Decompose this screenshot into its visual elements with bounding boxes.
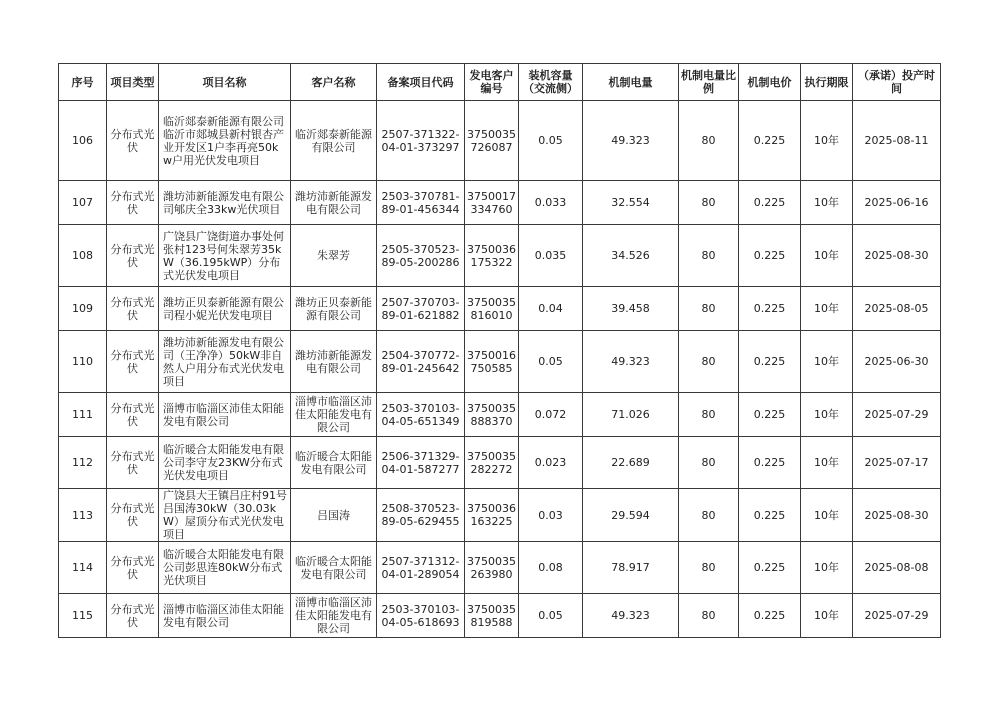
- cell-cust-no: [465, 393, 519, 437]
- cell-volume-text: 49.323: [611, 355, 650, 368]
- cell-cust-no-text: 3750035282272: [467, 449, 516, 476]
- cell-capacity: [519, 331, 583, 393]
- cell-type-text: 分布式光伏: [110, 295, 155, 322]
- cell-term-text: 10年: [814, 134, 839, 147]
- cell-customer: [291, 542, 377, 594]
- cell-volume-text: 71.026: [611, 408, 650, 421]
- cell-ratio: [679, 181, 739, 225]
- cell-cust-no: [465, 225, 519, 287]
- cell-code: [377, 393, 465, 437]
- cell-price-text: 0.225: [753, 196, 786, 209]
- cell-ratio-text: 80: [701, 196, 716, 209]
- cell-type: [107, 101, 159, 181]
- cell-customer: [291, 225, 377, 287]
- cell-cust-no-text: 3750017334760: [467, 189, 516, 216]
- cell-term-text: 10年: [814, 249, 839, 262]
- cell-no-text: 111: [72, 408, 93, 421]
- cell-ratio: [679, 437, 739, 489]
- header-volume: 机制电量: [583, 64, 679, 101]
- cell-price-text: 0.225: [753, 134, 786, 147]
- cell-term: [801, 437, 853, 489]
- cell-date-text: 2025-08-30: [864, 508, 929, 522]
- cell-code-text: 2505-370523-89-05-200286: [381, 242, 460, 269]
- cell-name-text: 潍坊沛新能源发电有限公司郇庆全33kw光伏项目: [163, 189, 284, 216]
- cell-capacity: [519, 181, 583, 225]
- cell-ratio-text: 80: [701, 249, 716, 262]
- cell-term-text: 10年: [814, 408, 839, 421]
- cell-code: [377, 101, 465, 181]
- cell-name: [159, 437, 291, 489]
- cell-price: [739, 542, 801, 594]
- cell-customer-text: 潍坊沛新能源发电有限公司: [295, 348, 372, 375]
- cell-volume: [583, 594, 679, 638]
- table-header-row: [59, 64, 941, 101]
- cell-no-text: 109: [72, 302, 93, 315]
- cell-capacity-text: 0.05: [538, 134, 563, 147]
- cell-customer-text: 临沂暖合太阳能发电有限公司: [295, 554, 372, 581]
- cell-type: [107, 331, 159, 393]
- cell-name: [159, 594, 291, 638]
- cell-date-text: 2025-08-30: [864, 249, 929, 262]
- cell-capacity-text: 0.05: [538, 355, 563, 368]
- cell-ratio: [679, 542, 739, 594]
- cell-volume: [583, 181, 679, 225]
- cell-term-text: 10年: [814, 302, 839, 315]
- cell-customer-text: 潍坊沛新能源发电有限公司: [295, 189, 372, 216]
- cell-ratio: [679, 594, 739, 638]
- cell-volume-text: 49.323: [611, 609, 650, 622]
- cell-name-text: 潍坊正贝泰新能源有限公司程小妮光伏发电项目: [163, 295, 284, 322]
- cell-price: [739, 225, 801, 287]
- header-type: 项目类型: [107, 64, 159, 101]
- cell-ratio-text: 80: [701, 561, 716, 574]
- cell-type-text: 分布式光伏: [110, 401, 155, 428]
- cell-term-text: 10年: [814, 196, 839, 209]
- cell-volume-text: 49.323: [611, 134, 650, 147]
- header-capacity: 装机容量（交流侧）: [519, 64, 583, 101]
- cell-ratio-text: 80: [701, 355, 716, 368]
- cell-date: [853, 489, 941, 542]
- cell-name: [159, 287, 291, 331]
- cell-no: [59, 542, 107, 594]
- cell-cust-no-text: 3750035816010: [467, 295, 516, 322]
- cell-name-text: 临沂暖合太阳能发电有限公司李守友23KW分布式光伏发电项目: [163, 443, 284, 482]
- cell-price: [739, 437, 801, 489]
- header-date: （承诺）投产时间: [853, 64, 941, 101]
- cell-price-text: 0.225: [753, 355, 786, 368]
- cell-customer-text: 潍坊正贝泰新能源有限公司: [295, 295, 372, 322]
- header-cust-no: 发电客户编号: [465, 64, 519, 101]
- cell-price: [739, 594, 801, 638]
- cell-price-text: 0.225: [753, 609, 786, 622]
- cell-name: [159, 225, 291, 287]
- cell-date: [853, 181, 941, 225]
- cell-customer: [291, 101, 377, 181]
- cell-term: [801, 287, 853, 331]
- table-row: [59, 331, 941, 393]
- cell-type-text: 分布式光伏: [110, 127, 155, 154]
- header-price: 机制电价: [739, 64, 801, 101]
- cell-ratio: [679, 393, 739, 437]
- cell-type: [107, 542, 159, 594]
- cell-term-text: 10年: [814, 456, 839, 469]
- cell-no-text: 107: [72, 196, 93, 209]
- cell-type: [107, 181, 159, 225]
- cell-type: [107, 393, 159, 437]
- project-table: [58, 63, 941, 638]
- cell-ratio-text: 80: [701, 508, 716, 522]
- cell-code: [377, 542, 465, 594]
- cell-date: [853, 393, 941, 437]
- cell-code-text: 2504-370772-89-01-245642: [381, 348, 460, 375]
- cell-name-text: 广饶县广饶街道办事处何张村123号何朱翠芳35kW（36.195kWP）分布式光伏发电项目: [163, 229, 284, 282]
- cell-date: [853, 225, 941, 287]
- cell-date: [853, 331, 941, 393]
- cell-date: [853, 542, 941, 594]
- cell-price: [739, 331, 801, 393]
- cell-price: [739, 181, 801, 225]
- cell-capacity: [519, 437, 583, 489]
- cell-volume-text: 32.554: [611, 196, 650, 209]
- cell-name-text: 淄博市临淄区沛佳太阳能发电有限公司: [163, 401, 284, 428]
- cell-name: [159, 101, 291, 181]
- cell-type: [107, 287, 159, 331]
- cell-code-text: 2506-371329-04-01-587277: [381, 449, 460, 476]
- cell-code-text: 2507-371312-04-01-289054: [381, 554, 460, 581]
- cell-capacity-text: 0.035: [534, 249, 567, 262]
- cell-ratio-text: 80: [701, 609, 716, 622]
- cell-date-text: 2025-08-05: [864, 302, 929, 315]
- cell-term: [801, 542, 853, 594]
- cell-volume: [583, 489, 679, 542]
- cell-code: [377, 489, 465, 542]
- cell-price-text: 0.225: [753, 561, 786, 574]
- cell-volume-text: 78.917: [611, 561, 650, 574]
- cell-capacity-text: 0.023: [534, 456, 567, 469]
- cell-cust-no: [465, 594, 519, 638]
- cell-price: [739, 489, 801, 542]
- cell-type: [107, 594, 159, 638]
- cell-customer-text: 朱翠芳: [317, 249, 350, 262]
- cell-cust-no: [465, 287, 519, 331]
- cell-cust-no-text: 3750035263980: [467, 554, 516, 581]
- cell-term-text: 10年: [814, 561, 839, 574]
- cell-cust-no-text: 3750016750585: [467, 348, 516, 375]
- cell-date: [853, 101, 941, 181]
- header-term: 执行期限: [801, 64, 853, 101]
- cell-type-text: 分布式光伏: [110, 242, 155, 269]
- cell-cust-no: [465, 331, 519, 393]
- table-row: [59, 542, 941, 594]
- cell-no: [59, 437, 107, 489]
- table-row: [59, 489, 941, 542]
- cell-no: [59, 181, 107, 225]
- cell-capacity: [519, 393, 583, 437]
- header-no: 序号: [59, 64, 107, 101]
- cell-cust-no: [465, 181, 519, 225]
- cell-capacity-text: 0.033: [534, 196, 567, 209]
- cell-capacity: [519, 101, 583, 181]
- cell-customer-text: 吕国涛: [317, 508, 350, 522]
- cell-name: [159, 393, 291, 437]
- cell-term: [801, 331, 853, 393]
- cell-capacity-text: 0.08: [538, 561, 563, 574]
- cell-code-text: 2508-370523-89-05-629455: [381, 502, 460, 528]
- cell-name: [159, 331, 291, 393]
- cell-price-text: 0.225: [753, 302, 786, 315]
- cell-ratio-text: 80: [701, 408, 716, 421]
- cell-code: [377, 181, 465, 225]
- cell-ratio: [679, 287, 739, 331]
- cell-term: [801, 594, 853, 638]
- cell-type-text: 分布式光伏: [110, 189, 155, 216]
- cell-cust-no-text: 3750035888370: [467, 401, 516, 428]
- cell-no-text: 110: [72, 355, 93, 368]
- cell-ratio-text: 80: [701, 302, 716, 315]
- cell-customer-text: 临沂郯泰新能源有限公司: [295, 127, 372, 154]
- cell-type-text: 分布式光伏: [110, 602, 155, 629]
- table-row: [59, 393, 941, 437]
- cell-term: [801, 225, 853, 287]
- cell-price-text: 0.225: [753, 508, 786, 522]
- cell-term: [801, 393, 853, 437]
- cell-no-text: 108: [72, 249, 93, 262]
- cell-type: [107, 489, 159, 542]
- cell-capacity: [519, 594, 583, 638]
- cell-capacity: [519, 542, 583, 594]
- cell-volume: [583, 437, 679, 489]
- table-row: [59, 225, 941, 287]
- cell-ratio: [679, 331, 739, 393]
- header-ratio: 机制电量比例: [679, 64, 739, 101]
- cell-no: [59, 489, 107, 542]
- cell-capacity-text: 0.03: [538, 508, 563, 522]
- cell-term: [801, 489, 853, 542]
- cell-type-text: 分布式光伏: [110, 502, 155, 528]
- cell-no: [59, 287, 107, 331]
- cell-volume-text: 34.526: [611, 249, 650, 262]
- cell-name: [159, 489, 291, 542]
- header-code: 备案项目代码: [377, 64, 465, 101]
- cell-term-text: 10年: [814, 508, 839, 522]
- table-row: [59, 181, 941, 225]
- cell-no: [59, 594, 107, 638]
- cell-code: [377, 287, 465, 331]
- cell-no: [59, 331, 107, 393]
- cell-type: [107, 225, 159, 287]
- cell-code-text: 2503-370103-04-05-651349: [381, 401, 460, 428]
- cell-ratio: [679, 489, 739, 542]
- cell-ratio-text: 80: [701, 134, 716, 147]
- cell-customer: [291, 437, 377, 489]
- cell-cust-no: [465, 437, 519, 489]
- cell-volume-text: 39.458: [611, 302, 650, 315]
- cell-price: [739, 287, 801, 331]
- cell-date-text: 2025-08-11: [864, 134, 929, 147]
- cell-capacity-text: 0.072: [534, 408, 567, 421]
- cell-date-text: 2025-06-16: [864, 196, 929, 209]
- cell-name-text: 潍坊沛新能源发电有限公司（王净净）50kW非自然人户用分布式光伏发电项目: [163, 335, 284, 388]
- cell-ratio: [679, 225, 739, 287]
- cell-ratio-text: 80: [701, 456, 716, 469]
- cell-code-text: 2503-370781-89-01-456344: [381, 189, 460, 216]
- cell-customer: [291, 181, 377, 225]
- cell-code: [377, 437, 465, 489]
- cell-customer-text: 淄博市临淄区沛佳太阳能发电有限公司: [295, 395, 372, 434]
- header-name: 项目名称: [159, 64, 291, 101]
- cell-cust-no: [465, 489, 519, 542]
- cell-cust-no-text: 3750035726087: [467, 127, 516, 154]
- cell-volume-text: 22.689: [611, 456, 650, 469]
- cell-price-text: 0.225: [753, 456, 786, 469]
- cell-date-text: 2025-07-29: [864, 609, 929, 622]
- cell-term: [801, 181, 853, 225]
- cell-price-text: 0.225: [753, 408, 786, 421]
- cell-term-text: 10年: [814, 355, 839, 368]
- cell-capacity: [519, 287, 583, 331]
- cell-type: [107, 437, 159, 489]
- cell-capacity-text: 0.05: [538, 609, 563, 622]
- cell-volume: [583, 287, 679, 331]
- document-page: [58, 63, 941, 638]
- cell-no: [59, 225, 107, 287]
- cell-term: [801, 101, 853, 181]
- table-row: [59, 287, 941, 331]
- cell-code: [377, 225, 465, 287]
- cell-volume: [583, 225, 679, 287]
- cell-name-text: 临沂郯泰新能源有限公司临沂市郯城县新村银杏产业开发区1户李再亮50kw户用光伏发电项目: [163, 114, 284, 167]
- table-row: [59, 594, 941, 638]
- header-customer: 客户名称: [291, 64, 377, 101]
- cell-customer: [291, 594, 377, 638]
- cell-price-text: 0.225: [753, 249, 786, 262]
- cell-no-text: 114: [72, 561, 93, 574]
- cell-date-text: 2025-06-30: [864, 355, 929, 368]
- cell-cust-no-text: 3750035819588: [467, 602, 516, 629]
- cell-customer: [291, 393, 377, 437]
- cell-term-text: 10年: [814, 609, 839, 622]
- cell-cust-no: [465, 542, 519, 594]
- cell-type-text: 分布式光伏: [110, 554, 155, 581]
- cell-name-text: 广饶县大王镇吕庄村91号吕国涛30kW（30.03kW）屋顶分布式光伏发电项目: [163, 489, 287, 541]
- cell-cust-no: [465, 101, 519, 181]
- cell-date-text: 2025-07-17: [864, 456, 929, 469]
- cell-type-text: 分布式光伏: [110, 449, 155, 476]
- cell-date-text: 2025-07-29: [864, 408, 929, 421]
- cell-no-text: 113: [72, 508, 93, 522]
- cell-customer-text: 临沂暖合太阳能发电有限公司: [295, 449, 372, 476]
- cell-type-text: 分布式光伏: [110, 348, 155, 375]
- cell-customer: [291, 287, 377, 331]
- cell-capacity: [519, 489, 583, 542]
- cell-ratio: [679, 101, 739, 181]
- cell-capacity-text: 0.04: [538, 302, 563, 315]
- cell-name-text: 淄博市临淄区沛佳太阳能发电有限公司: [163, 602, 284, 629]
- cell-no-text: 115: [72, 609, 93, 622]
- cell-volume: [583, 393, 679, 437]
- cell-code-text: 2503-370103-04-05-618693: [381, 602, 460, 629]
- table-row: [59, 101, 941, 181]
- cell-date: [853, 287, 941, 331]
- cell-price: [739, 101, 801, 181]
- cell-customer: [291, 331, 377, 393]
- cell-capacity: [519, 225, 583, 287]
- cell-cust-no-text: 3750036163225: [467, 502, 516, 528]
- cell-no: [59, 101, 107, 181]
- cell-date-text: 2025-08-08: [864, 561, 929, 574]
- cell-volume-text: 29.594: [611, 508, 650, 522]
- cell-code: [377, 331, 465, 393]
- cell-code-text: 2507-370703-89-01-621882: [381, 295, 460, 322]
- table-row: [59, 437, 941, 489]
- cell-date: [853, 437, 941, 489]
- cell-price: [739, 393, 801, 437]
- cell-volume: [583, 542, 679, 594]
- cell-code: [377, 594, 465, 638]
- cell-volume: [583, 101, 679, 181]
- cell-volume: [583, 331, 679, 393]
- cell-customer: [291, 489, 377, 542]
- cell-no-text: 112: [72, 456, 93, 469]
- cell-name: [159, 181, 291, 225]
- cell-no-text: 106: [72, 134, 93, 147]
- cell-name: [159, 542, 291, 594]
- cell-customer-text: 淄博市临淄区沛佳太阳能发电有限公司: [295, 596, 372, 635]
- cell-code-text: 2507-371322-04-01-373297: [381, 127, 460, 154]
- table-body: [59, 101, 941, 638]
- cell-date: [853, 594, 941, 638]
- cell-no: [59, 393, 107, 437]
- cell-name-text: 临沂暖合太阳能发电有限公司彭思连80kW分布式光伏项目: [163, 548, 284, 587]
- cell-cust-no-text: 3750036175322: [467, 242, 516, 269]
